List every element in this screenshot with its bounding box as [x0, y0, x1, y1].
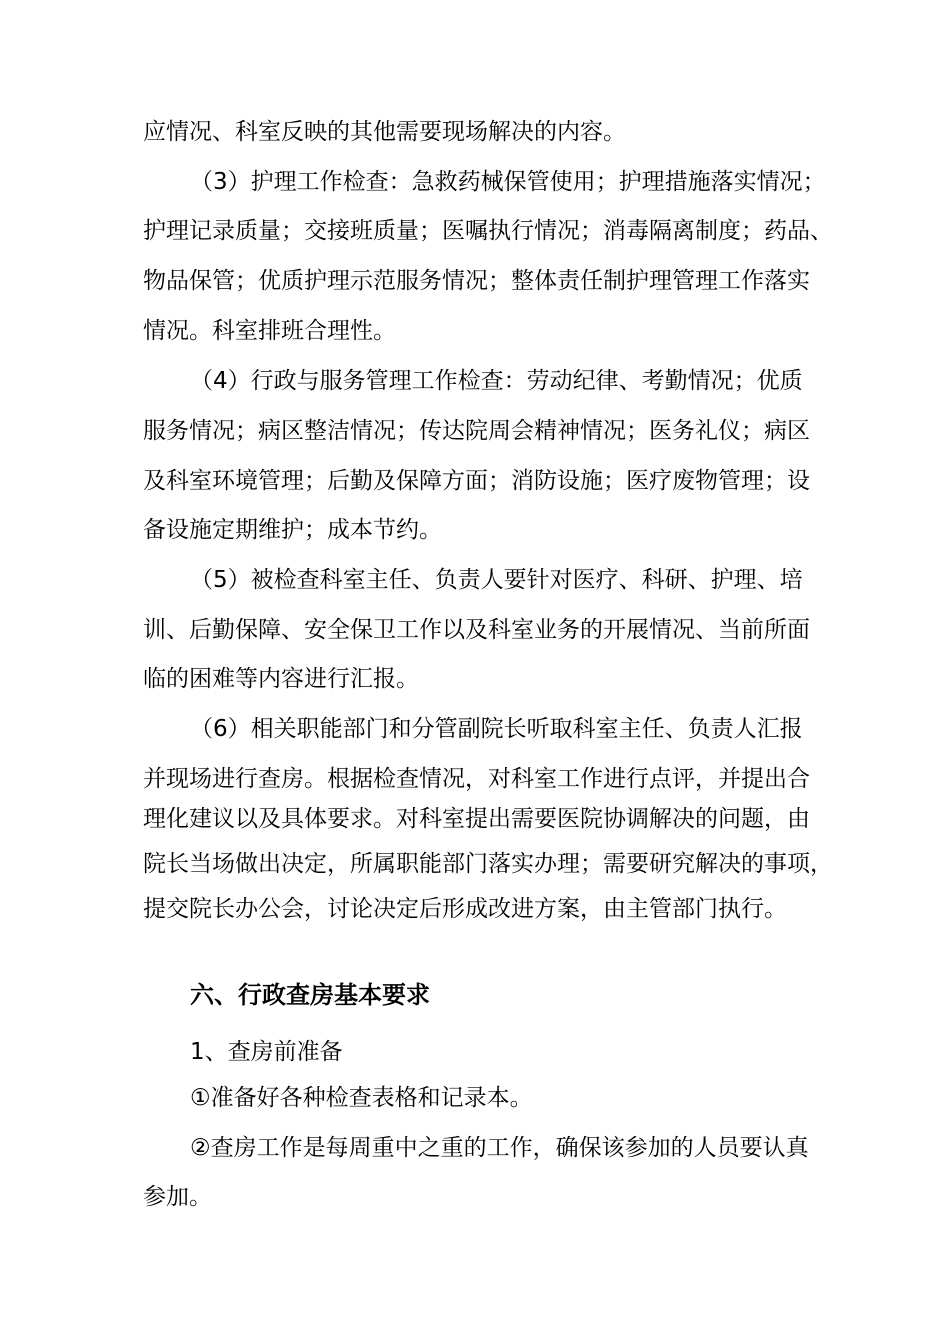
paragraph-line: （4）行政与服务管理工作检查：劳动纪律、考勤情况；优质	[190, 368, 803, 394]
list-item: ②查房工作是每周重中之重的工作，确保该参加的人员要认真	[190, 1135, 809, 1161]
paragraph-line: （5）被检查科室主任、负责人要针对医疗、科研、护理、培	[190, 567, 803, 593]
paragraph-line: （6）相关职能部门和分管副院长听取科室主任、负责人汇报	[190, 716, 803, 742]
paragraph-line: 及科室环境管理；后勤及保障方面；消防设施；医疗废物管理；设	[143, 468, 810, 494]
paragraph-line: 临的困难等内容进行汇报。	[143, 666, 419, 692]
section-heading: 六、行政查房基本要求	[190, 981, 430, 1009]
paragraph-line: 应情况、科室反映的其他需要现场解决的内容。	[143, 119, 626, 145]
paragraph-line: 情况。科室排班合理性。	[143, 318, 396, 344]
paragraph-line: 院长当场做出决定，所属职能部门落实办理；需要研究解决的事项，	[143, 851, 833, 877]
subsection-title: 1、查房前准备	[190, 1039, 343, 1065]
paragraph-line: 训、后勤保障、安全保卫工作以及科室业务的开展情况、当前所面	[143, 617, 810, 643]
paragraph-line: 提交院长办公会，讨论决定后形成改进方案，由主管部门执行。	[143, 896, 787, 922]
paragraph-line: 护理记录质量；交接班质量；医嘱执行情况；消毒隔离制度；药品、	[143, 218, 833, 244]
paragraph-line: 并现场进行查房。根据检查情况，对科室工作进行点评，并提出合	[143, 766, 810, 792]
paragraph-line: 物品保管；优质护理示范服务情况；整体责任制护理管理工作落实	[143, 268, 810, 294]
paragraph-line: 理化建议以及具体要求。对科室提出需要医院协调解决的问题，由	[143, 806, 810, 832]
paragraph-line: 服务情况；病区整洁情况；传达院周会精神情况；医务礼仪；病区	[143, 418, 810, 444]
paragraph-line: 备设施定期维护；成本节约。	[143, 517, 442, 543]
list-item: ①准备好各种检查表格和记录本。	[190, 1085, 533, 1111]
list-item-continuation: 参加。	[143, 1184, 212, 1210]
paragraph-line: （3）护理工作检查：急救药械保管使用；护理措施落实情况；	[190, 169, 826, 195]
